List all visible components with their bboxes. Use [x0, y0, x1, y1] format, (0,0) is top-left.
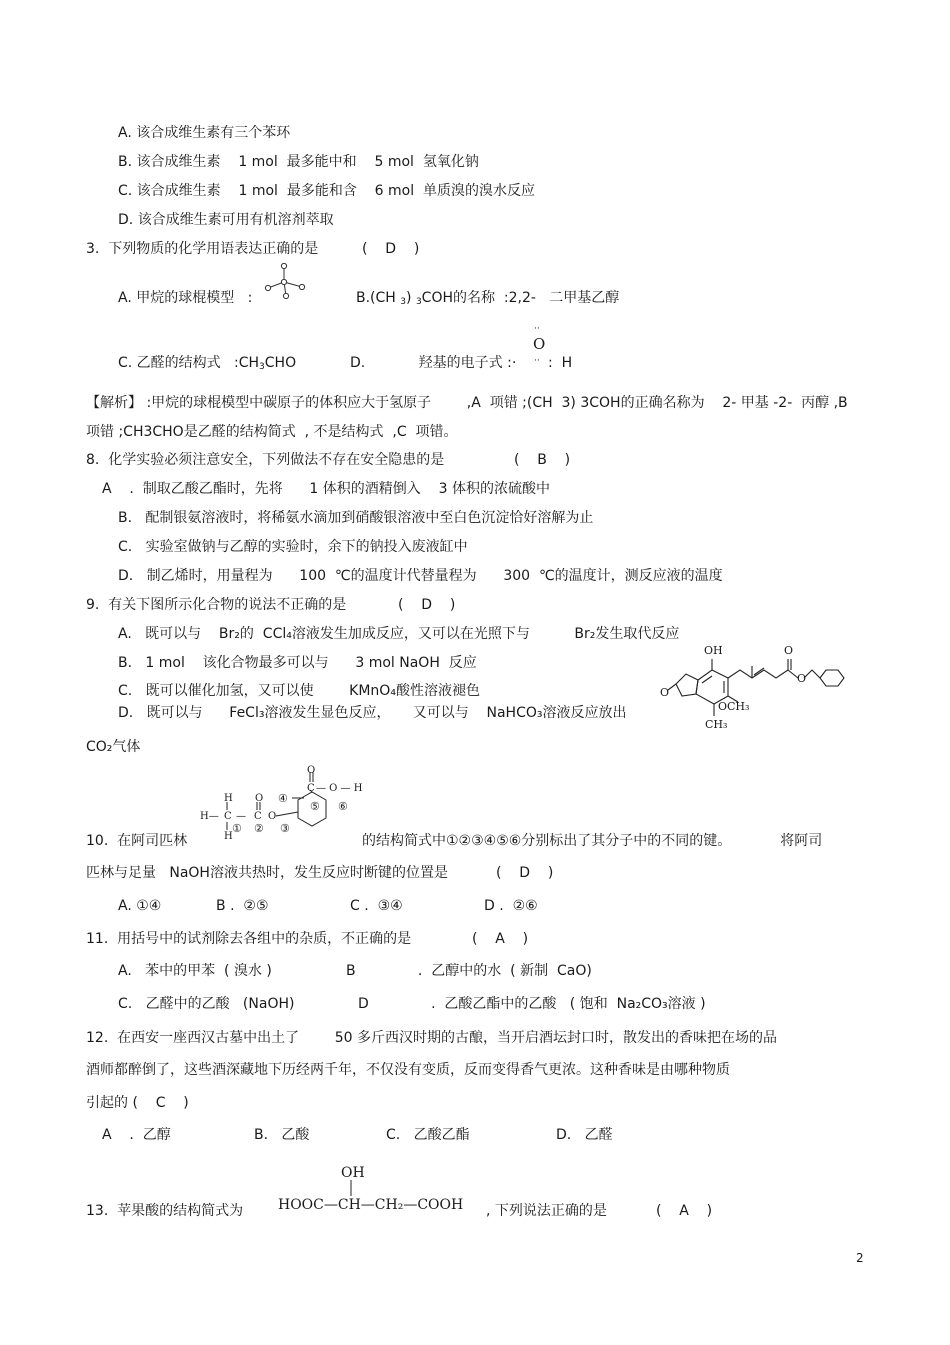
hydroxyl-dots-bottom: ··	[534, 356, 540, 366]
q9-option-d: D. 既可以与 FeCl₃溶液发生显色反应， 又可以与 NaHCO₃溶液反应放出	[118, 705, 627, 721]
q3-option-d: D. 羟基的电子式 :	[350, 355, 512, 371]
q10-option-a: A. ①④	[118, 898, 162, 914]
q8-option-b: B. 配制银氨溶液时，将稀氨水滴加到硝酸银溶液中至白色沉淀恰好溶解为止	[118, 510, 594, 526]
bond-label-6: ⑥	[338, 800, 348, 813]
hydroxyl-oxygen: O	[533, 335, 546, 353]
aspirin-c1: C	[224, 811, 232, 822]
q3-analysis-line2: 项错 ;CH3CHO是乙醛的结构简式 , 不是结构式 ,C 项错。	[86, 424, 458, 440]
q8-option-a: A . 制取乙酸乙酯时，先将 1 体积的酒精倒入 3 体积的浓硫酸中	[102, 481, 550, 497]
q13-stem-post: , 下列说法正确的是	[486, 1203, 607, 1219]
aspirin-h-bottom: H	[224, 831, 233, 842]
q12-line2: 酒师都醉倒了，这些酒深藏地下历经两千年，不仅没有变质，反而变得香气更浓。这种香味是由哪种物质	[86, 1062, 730, 1078]
q3-option-a: A. 甲烷的球棍模型 :	[118, 290, 253, 306]
q13-stem-pre: 13. 苹果酸的结构简式为	[86, 1203, 244, 1219]
q11-stem: 11. 用括号中的试剂除去各组中的杂质，不正确的是	[86, 931, 412, 947]
q12-option-c: C. 乙酸乙酯	[386, 1127, 470, 1143]
q10-stem-pre: 10. 在阿司匹林	[86, 833, 188, 849]
aspirin-structure	[192, 762, 362, 846]
prev-option-c: C. 该合成维生素 1 mol 最多能和含 6 mol 单质溴的溴水反应	[118, 183, 535, 199]
aspirin-h-left: H—	[200, 811, 219, 822]
q8-option-d: D. 制乙烯时，用量程为 100 ℃的温度计代替量程为 300 ℃的温度计，测反应液的温度	[118, 568, 723, 584]
q10-option-b: B . ②⑤	[216, 898, 269, 914]
q9-option-c: C. 既可以催化加氢，又可以使 KMnO₄酸性溶液褪色	[118, 683, 480, 699]
aspirin-carbonyl-o2: O	[307, 765, 316, 776]
page-number: 2	[856, 1251, 864, 1265]
q9-option-a: A. 既可以与 Br₂的 CCl₄溶液发生加成反应，又可以在光照下与 Br₂发生取代反应	[118, 626, 680, 642]
q11-answer: ( A )	[472, 931, 529, 947]
q9-ester-o: O	[797, 672, 807, 685]
q9-option-b: B. 1 mol 该化合物最多可以与 3 mol NaOH 反应	[118, 655, 477, 671]
hydroxyl-h: : H	[548, 355, 573, 371]
q12-line1: 12. 在西安一座西汉古墓中出土了 50 多斤西汉时期的古酿，当开启酒坛封口时，散发出的香味把在场的品	[86, 1030, 778, 1046]
q3-analysis-line1: 【解析】 :甲烷的球棍模型中碳原子的体积应大于氢原子 ,A 项错 ;(CH 3) 3COH的正确名称为 2- 甲基 -2- 丙醇 ,B	[86, 395, 848, 411]
q3-option-c: C. 乙醛的结构式 $:CH_3CHO$	[118, 355, 297, 372]
prev-option-d: D. 该合成维生素可用有机溶剂萃取	[118, 212, 334, 228]
q9-stem: 9. 有关下图所示化合物的说法不正确的是	[86, 597, 347, 613]
q8-stem: 8. 化学实验必须注意安全，下列做法不存在安全隐患的是	[86, 452, 445, 468]
hydroxyl-dot-left: ·	[512, 355, 517, 371]
q9-ch3-label: CH₃	[705, 718, 728, 731]
q13-answer: ( A )	[656, 1203, 713, 1219]
aspirin-dash: —	[236, 811, 246, 822]
q9-carbonyl-o: O	[784, 644, 794, 657]
q9-lactone-o: O	[660, 686, 670, 699]
malic-acid-formula: HOOC—CH—CH₂—COOH	[278, 1197, 464, 1213]
prev-option-b: B. 该合成维生素 1 mol 最多能中和 5 mol 氢氧化钠	[118, 154, 479, 170]
bond-label-4: ④	[278, 792, 288, 805]
q10-line2: 匹林与足量 NaOH溶液共热时，发生反应时断键的位置是	[86, 865, 448, 881]
q11-option-b: B . 乙醇中的水 ( 新制 CaO)	[346, 963, 592, 979]
q11-option-d: D . 乙酸乙酯中的乙酸 ( 饱和 Na₂CO₃溶液 )	[358, 996, 706, 1012]
q8-option-c: C. 实验室做钠与乙醇的实验时，余下的钠投入废液缸中	[118, 539, 468, 555]
q3-stem: 3. 下列物质的化学用语表达正确的是	[86, 241, 319, 257]
malic-acid-oh: OH	[341, 1165, 365, 1181]
q9-och3-label: OCH₃	[718, 700, 750, 713]
malic-acid-oh-bond	[349, 1180, 353, 1196]
q9-answer: ( D )	[398, 597, 456, 613]
aspirin-c2: C	[254, 811, 262, 822]
aspirin-h-top: H	[224, 793, 233, 804]
q9-compound-structure	[652, 646, 847, 738]
q9-oh-label: OH	[704, 644, 723, 657]
q12-line3: 引起的 ( C )	[86, 1095, 189, 1111]
bond-label-5: ⑤	[310, 800, 320, 813]
q12-option-b: B. 乙酸	[254, 1127, 310, 1143]
aspirin-carbonyl-o1: O	[255, 793, 264, 804]
q12-option-a: A . 乙醇	[102, 1127, 171, 1143]
q12-option-d: D. 乙醛	[556, 1127, 613, 1143]
bond-label-2: ②	[254, 822, 264, 835]
aspirin-c3: C	[307, 783, 315, 794]
aspirin-ester-o: O	[268, 811, 277, 822]
aspirin-oh: — O — H	[316, 783, 363, 794]
q3-answer: ( D )	[362, 241, 420, 257]
hydroxyl-dots-top: ··	[534, 324, 540, 334]
q11-option-a: A. 苯中的甲苯 ( 溴水 )	[118, 963, 272, 979]
q10-option-d: D . ②⑥	[484, 898, 538, 914]
bond-label-1: ①	[232, 822, 242, 835]
q11-option-c: C. 乙醛中的乙酸 (NaOH)	[118, 996, 295, 1012]
q10-answer: ( D )	[496, 865, 554, 881]
bond-label-3: ③	[280, 822, 290, 835]
q8-answer: ( B )	[514, 452, 571, 468]
q3-option-b: B.(CH $_3$) $_3$COH的名称 :2,2- 二甲基乙醇	[356, 290, 620, 307]
q9-option-d-cont: CO₂气体	[86, 739, 141, 755]
q10-option-c: C . ③④	[350, 898, 403, 914]
methane-ball-stick-model	[262, 262, 310, 302]
prev-option-a: A. 该合成维生素有三个苯环	[118, 125, 291, 141]
q10-stem-post: 的结构简式中①②③④⑤⑥分别标出了其分子中的不同的键。 将阿司	[362, 833, 823, 849]
